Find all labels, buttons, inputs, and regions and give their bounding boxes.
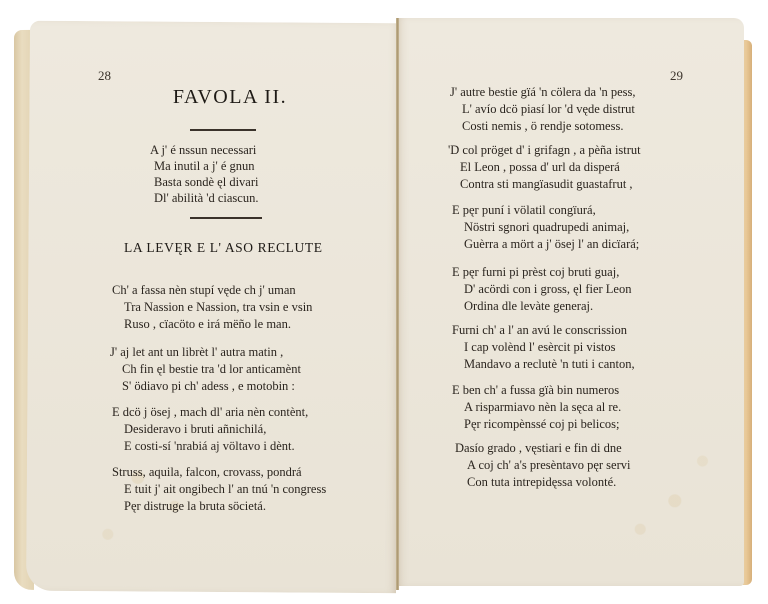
verse-line: E ben ch' a fussa gïà bin numeros [452,383,620,397]
verse-line: Ch fin ęl bestie tra 'd lor anticamènt [122,362,301,376]
verse-line: Guèrra a mört a j' ösej l' an dicïará; [464,237,640,251]
stanza [452,202,639,253]
page-number-left: 28 [98,68,111,83]
fable-moral [150,142,259,206]
verse-line: E costi-sí 'nrabiá aj völtavo i dènt. [124,439,295,453]
verse-line: Nöstri sgnori quadrupedi animaj, [464,220,630,234]
verse-line: S' ödiavo pi ch' adess , e motobin : [122,379,295,393]
verse-line: Con tuta intrepidęssa volonté. [467,475,617,489]
verse-line: D' acördi con i gross, ęl fier Leon [464,282,632,296]
verse-line: Struss, aquila, falcon, crovass, pondrá [112,465,302,479]
stanza [112,282,312,333]
verse-line: E dcö j ösej , mach dl' aria nèn contènt, [112,405,309,419]
stanza [448,142,641,193]
verse-line: Tra Nassion e Nassion, tra vsin e vsin [124,300,313,314]
stanza [455,440,630,491]
stanza [112,404,308,455]
verse-line: I cap volènd l' esèrcit pi vistos [464,340,616,354]
book-gutter [396,18,399,590]
verse-line: Dasío grado , vęstiari e fin di dne [455,441,622,455]
verse-line: E pęr puní i völatil congïurá, [452,203,596,217]
verse-line: Ordina dle levàte generaj. [464,299,594,313]
verse-line: El Leon , possa d' url da disperá [460,160,620,174]
page-number-right: 29 [670,68,683,83]
moral-divider [190,217,262,219]
fable-title: FAVOLA II. [172,86,288,108]
verse-line: J' autre bestie gïá 'n cölera da 'n pess, [450,85,636,99]
stanza [452,264,631,315]
verse-line: E pęr furni pi prèst coj bruti guaj, [452,265,620,279]
moral-line: Dl' abilità 'd ciascun. [154,191,259,205]
verse-line: Pęr distruge la bruta söcietá. [124,499,266,513]
verse-line: Mandavo a reclutè 'n tuti i canton, [464,357,635,371]
verse-line: Contra sti mangïasudit guastafrut , [460,177,633,191]
verse-line: Costi nemis , ö rendje sotomess. [462,119,624,133]
stanza [452,322,635,373]
verse-line: Ruso , cïacöto e irá mëño le man. [124,317,291,331]
moral-line: Basta sondè ęl divari [154,175,259,189]
fable-subtitle: LA LEVĘR E L' ASO RECLUTE [124,240,323,255]
verse-line: Pęr ricompènssé coj pi belicos; [464,417,620,431]
verse-line: Ch' a fassa nèn stupí vęde ch j' uman [112,283,296,297]
stanza [452,382,621,433]
verse-line: A risparmiavo nèn la sęca al re. [464,400,622,414]
moral-line: A j' é nssun necessari [150,143,257,157]
verse-line: Furni ch' a l' an avú le conscrission [452,323,627,337]
verse-line: E tuit j' ait ongibech l' an tnú 'n congress [124,482,327,496]
verse-line: Desideravo i bruti añnichilá, [124,422,267,436]
verse-line: J' aj let ant un librèt l' autra matin , [110,345,284,359]
moral-line: Ma inutil a j' é gnun [154,159,255,173]
stanza [112,464,326,515]
verse-line: L' avío dcö piasí lor 'd vęde distrut [462,102,635,116]
stanza [110,344,301,395]
title-divider [190,129,256,131]
verse-line: A coj ch' a's presèntavo pęr servi [467,458,631,472]
stanza [450,84,636,135]
verse-line: 'D col pröget d' i grifagn , a pèña istrut [448,143,641,157]
